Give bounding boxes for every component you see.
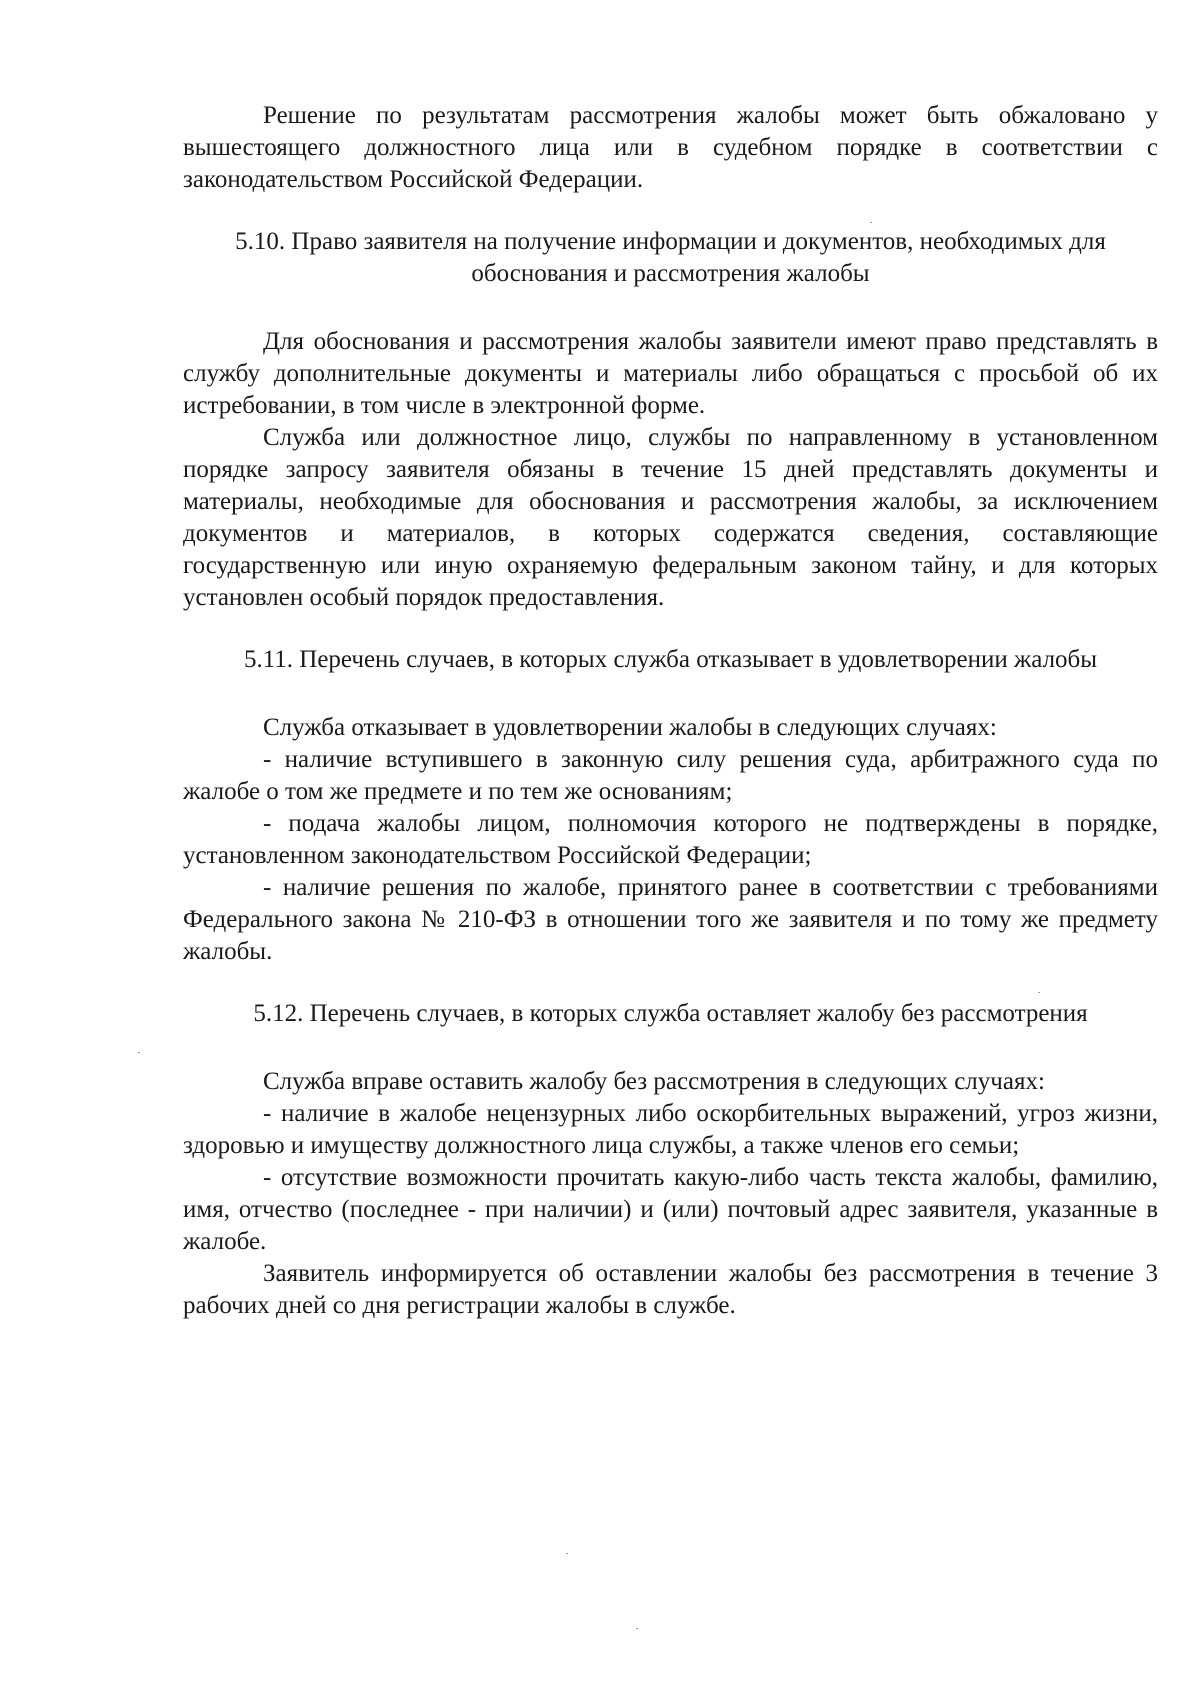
- section-5-11-paragraph: Служба отказывает в удовлетворении жалобы в следующих случаях:: [263, 714, 997, 741]
- scan-speck: [138, 1052, 140, 1053]
- spacer: [183, 614, 1158, 644]
- section-5-12-paragraph: Служба вправе оставить жалобу без рассмотрения в следующих случаях:: [263, 1068, 1045, 1095]
- section-5-12-paragraph: - отсутствие возможности прочитать какую-либо часть текста жалобы, фамилию, имя, отчество (последнее - при наличии) и (или) почтовый адрес заявителя, указанные в жалобе.: [183, 1164, 1158, 1255]
- scan-speck: [636, 1628, 638, 1629]
- section-5-11-paragraph: - наличие решения по жалобе, принятого ранее в соответствии с требованиями Федерального закона № 210-ФЗ в отношении того же заявителя и по тому же предмету жалобы.: [183, 874, 1158, 965]
- spacer: [183, 290, 1158, 326]
- scan-speck: [1038, 992, 1040, 993]
- section-5-12-paragraph: Заявитель информируется об оставлении жалобы без рассмотрения в течение 3 рабочих дней со дня регистрации жалобы в службе.: [183, 1260, 1158, 1319]
- section-5-11-paragraph: - наличие вступившего в законную силу решения суда, арбитражного суда по жалобе о том же предмете и по тем же основаниям;: [183, 746, 1158, 805]
- section-5-11-paragraph: - подача жалобы лицом, полномочия которого не подтверждены в порядке, установленном законодательством Российской Федерации;: [183, 810, 1158, 869]
- document-body: [183, 100, 1158, 1322]
- section-5-12-paragraph: - наличие в жалобе нецензурных либо оскорбительных выражений, угроз жизни, здоровью и имуществу должностного лица службы, а также членов его семьи;: [183, 1100, 1158, 1159]
- spacer: [183, 676, 1158, 712]
- section-5-12-heading: 5.12. Перечень случаев, в которых служба оставляет жалобу без рассмотрения: [253, 1000, 1088, 1027]
- section-5-10-paragraph: Для обоснования и рассмотрения жалобы заявители имеют право представлять в службу дополнительные документы и материалы либо обращаться с просьбой об их истребовании, в том числе в электронной форме.: [183, 328, 1158, 419]
- spacer: [183, 968, 1158, 998]
- section-5-10-heading: 5.10. Право заявителя на получение информации и документов, необходимых для обоснования и рассмотрения жалобы: [235, 228, 1106, 287]
- section-5-11-heading: 5.11. Перечень случаев, в которых служба отказывает в удовлетворении жалобы: [243, 646, 1098, 673]
- spacer: [183, 196, 1158, 226]
- scan-speck: [566, 1553, 568, 1554]
- scan-speck: [870, 222, 872, 223]
- intro-paragraph: Решение по результатам рассмотрения жалобы может быть обжаловано у вышестоящего должностного лица или в судебном порядке в соответствии с законодательством Российской Федерации.: [183, 102, 1158, 193]
- section-5-10-paragraph: Служба или должностное лицо, службы по направленному в установленном порядке запросу заявителя обязаны в течение 15 дней представлять документы и материалы, необходимые для обоснования и рассмотрения жалобы, за исключением документов и материалов, в которых содержатся сведения, составляющие государственную или иную охраняемую федеральным законом тайну, и для которых установлен особый порядок предоставления.: [183, 424, 1158, 611]
- spacer: [183, 1030, 1158, 1066]
